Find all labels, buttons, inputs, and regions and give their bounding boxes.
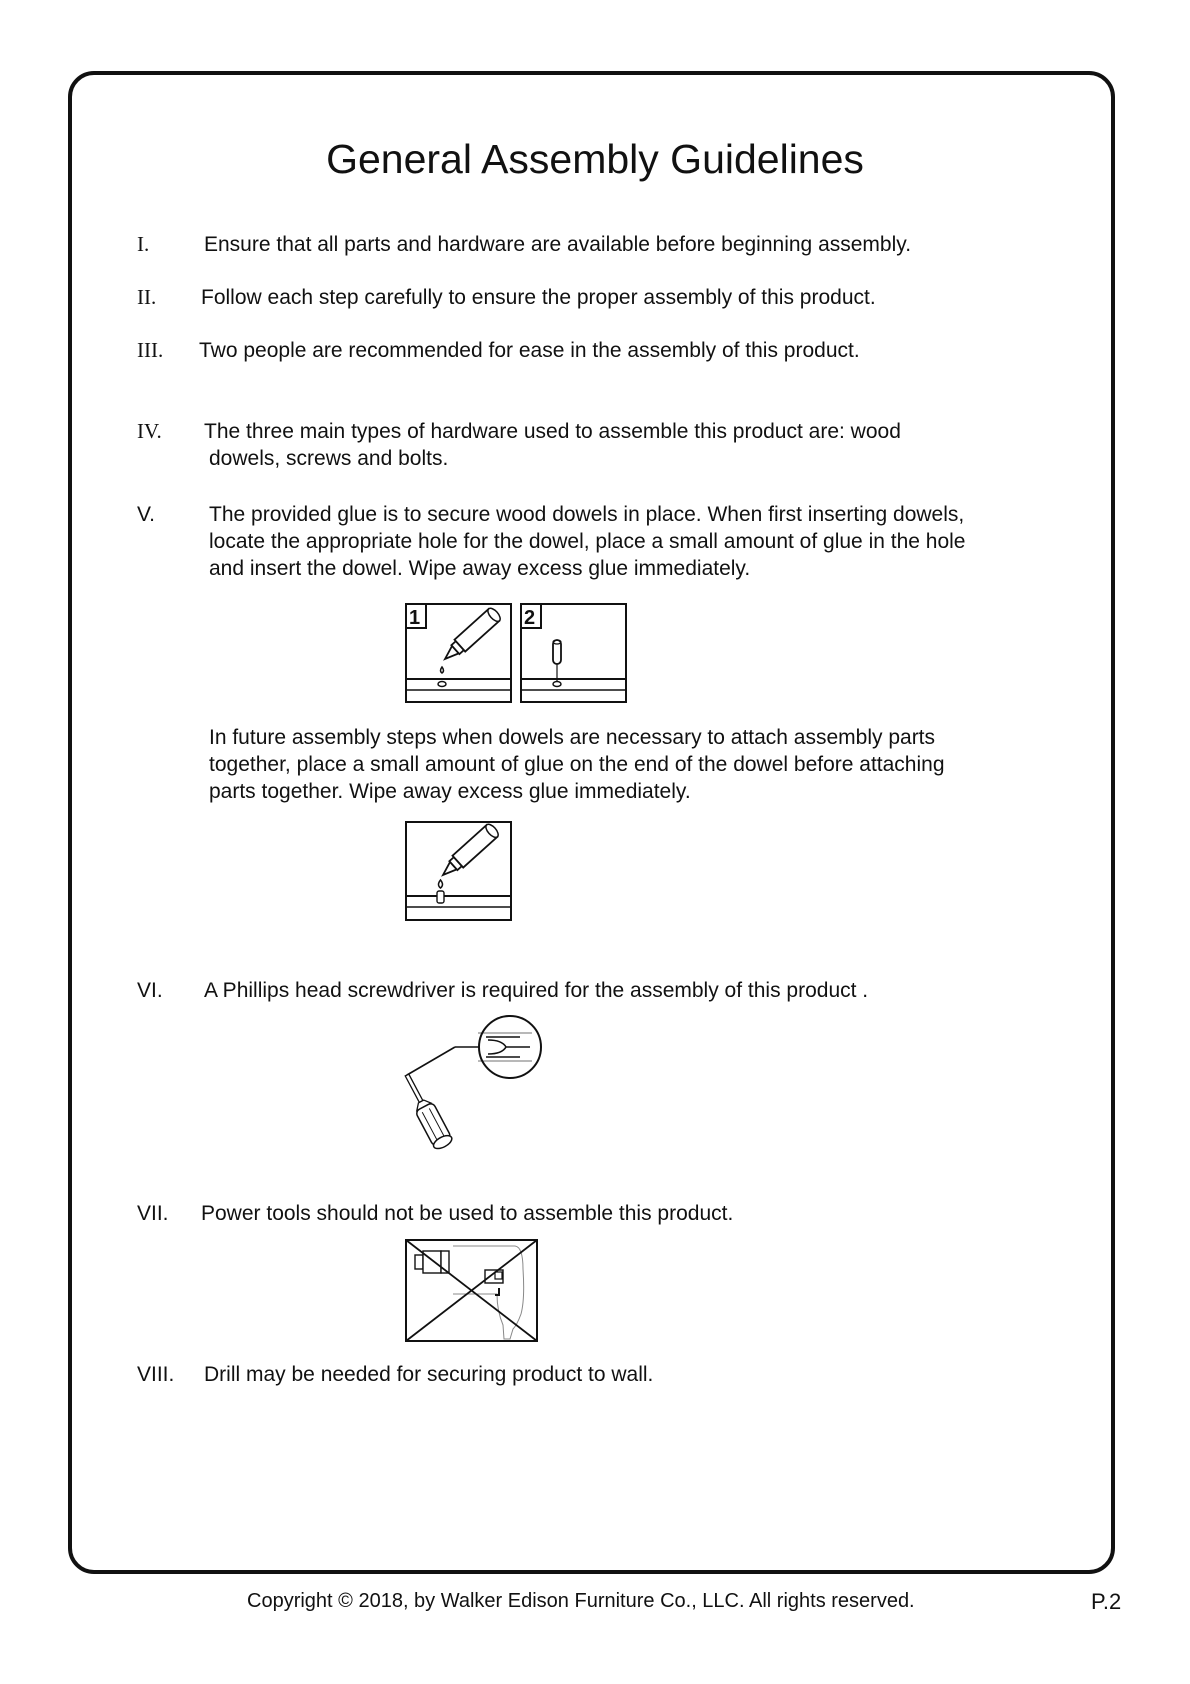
guideline-text: Two people are recommended for ease in the assembly of this product.: [199, 339, 860, 362]
phillips-screwdriver-figure: [400, 1010, 550, 1150]
guideline-text: A Phillips head screwdriver is required for the assembly of this product .: [204, 979, 869, 1002]
guideline-text-line-2: locate the appropriate hole for the dowel, place a small amount of glue in the hole: [209, 530, 966, 553]
glue-on-dowel-end-figure: [405, 821, 513, 921]
svg-text:2: 2: [524, 607, 536, 629]
crossed-out-drill-icon: [405, 1239, 538, 1342]
dowel-followup-line-1: In future assembly steps when dowels are necessary to attach assembly parts: [209, 726, 936, 749]
glue-tube-icon: [405, 603, 513, 703]
guideline-numeral: IV.: [137, 419, 162, 443]
dowel-followup-line-3: parts together. Wipe away excess glue immediately.: [209, 780, 691, 803]
glue-tube-dowel-icon: [405, 821, 513, 921]
svg-text:1: 1: [409, 607, 421, 629]
guideline-numeral: VI.: [137, 979, 163, 1002]
guideline-text-line-3: and insert the dowel. Wipe away excess glue immediately.: [209, 557, 751, 580]
copyright-notice: Copyright © 2018, by Walker Edison Furniture Co., LLC. All rights reserved.: [247, 1590, 915, 1612]
dowel-icon: [520, 603, 628, 703]
guideline-numeral: VIII.: [137, 1363, 175, 1386]
guideline-numeral: II.: [137, 285, 157, 309]
guideline-text: Follow each step carefully to ensure the proper assembly of this product.: [201, 286, 876, 309]
screwdriver-icon: [400, 1010, 550, 1150]
page-number: P.2: [1091, 1589, 1122, 1614]
guideline-text-line-1: The three main types of hardware used to assemble this product are: wood: [204, 420, 901, 443]
guideline-text: Ensure that all parts and hardware are available before beginning assembly.: [204, 233, 912, 256]
page-title: General Assembly Guidelines: [326, 136, 864, 182]
no-power-tools-figure: [405, 1239, 538, 1342]
dowel-followup-line-2: together, place a small amount of glue on the end of the dowel before attaching: [209, 753, 945, 776]
glue-in-hole-step-1-figure: [405, 603, 513, 703]
guideline-numeral: VII.: [137, 1202, 169, 1225]
insert-dowel-step-2-figure: [520, 603, 628, 703]
guideline-text-line-1: The provided glue is to secure wood dowels in place. When first inserting dowels,: [209, 503, 965, 526]
guideline-numeral: I.: [137, 232, 150, 256]
guideline-text: Power tools should not be used to assemble this product.: [201, 1202, 734, 1225]
guideline-numeral: V.: [137, 503, 155, 526]
guideline-text: Drill may be needed for securing product to wall.: [204, 1363, 654, 1386]
guideline-text-line-2: dowels, screws and bolts.: [209, 447, 449, 470]
guideline-numeral: III.: [137, 338, 164, 362]
